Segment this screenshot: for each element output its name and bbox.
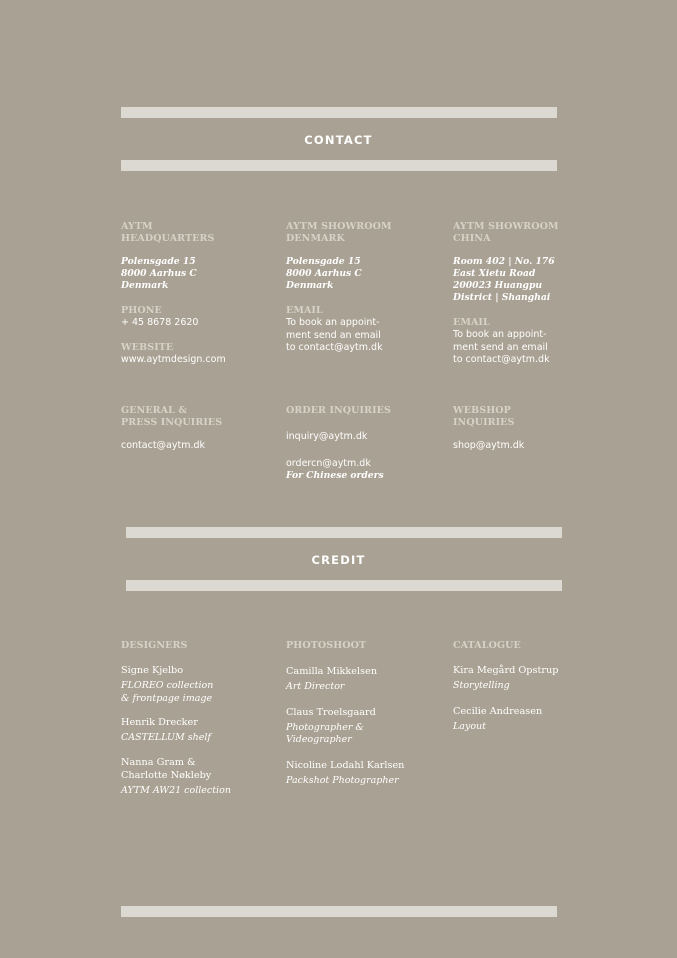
hq-phone-label: PHONE	[121, 305, 162, 316]
order-inquiries-block	[286, 405, 436, 482]
webshop-inquiries-label: WEBSHOP INQUIRIES	[453, 405, 515, 428]
hq-address: Polensgade 15 8000 Aarhus C Denmark	[121, 256, 197, 291]
hq-block	[121, 221, 271, 366]
hq-label: AYTM HEADQUARTERS	[121, 221, 215, 244]
catalogue-entry: Cecilie Andreasen Layout	[453, 705, 543, 732]
order-cn-note: For Chinese orders	[286, 470, 384, 481]
photoshoot-entry: Claus Troelsgaard Photographer & Videographer	[286, 706, 376, 745]
showroom-china-email-label: EMAIL	[453, 317, 490, 328]
showroom-denmark-address: Polensgade 15 8000 Aarhus C Denmark	[286, 256, 362, 291]
general-email-link[interactable]: contact@aytm.dk	[121, 440, 206, 451]
divider-bar-credit-top	[126, 527, 562, 538]
general-inquiries-label: GENERAL & PRESS INQUIRIES	[121, 405, 223, 428]
order-cn-email-link[interactable]: ordercn@aytm.dk	[286, 457, 371, 469]
catalogue-entry: Kira Megård Opstrup Storytelling	[453, 665, 559, 691]
showroom-denmark-email-text: To book an appoint- ment send an email to contact@aytm.dk	[286, 317, 383, 353]
photoshoot-label: PHOTOSHOOT	[286, 640, 367, 651]
showroom-denmark-block	[286, 221, 436, 355]
credit-title: CREDIT	[311, 553, 366, 567]
showroom-china-label: AYTM SHOWROOM CHINA	[453, 221, 559, 244]
designers-block	[121, 640, 271, 797]
designer-entry: Signe Kjelbo FLOREO collection & frontpage image	[121, 665, 214, 704]
showroom-denmark-label: AYTM SHOWROOM DENMARK	[286, 221, 392, 244]
divider-bar-credit-bottom	[126, 580, 562, 591]
showroom-china-block	[453, 221, 603, 367]
order-inquiries-label: ORDER INQUIRIES	[286, 405, 391, 416]
designer-entry: Nanna Gram & Charlotte Nøkleby AYTM AW21 collection	[121, 756, 231, 796]
designer-entry: Henrik Drecker CASTELLUM shelf	[121, 717, 211, 743]
photoshoot-entry: Nicoline Lodahl Karlsen Packshot Photographer	[286, 759, 405, 786]
designers-label: DESIGNERS	[121, 640, 188, 651]
hq-website-link[interactable]: www.aytmdesign.com	[121, 353, 226, 365]
divider-bar-bottom	[121, 906, 557, 917]
catalogue-label: CATALOGUE	[453, 640, 521, 651]
catalogue-block	[453, 640, 603, 733]
showroom-china-email-text: To book an appoint- ment send an email to contact@aytm.dk	[453, 329, 550, 365]
hq-website-label: WEBSITE	[121, 341, 174, 353]
order-email-link[interactable]: inquiry@aytm.dk	[286, 431, 368, 442]
hq-phone: + 45 8678 2620	[121, 317, 199, 328]
webshop-inquiries-block	[453, 405, 603, 453]
contact-title: CONTACT	[304, 133, 373, 147]
webshop-email-link[interactable]: shop@aytm.dk	[453, 440, 525, 451]
photoshoot-entry: Camilla Mikkelsen Art Director	[286, 666, 378, 692]
divider-bar-contact-bottom	[121, 160, 557, 171]
showroom-china-address: Room 402 | No. 176 East Xietu Road 200023 Huangpu District | Shanghai	[453, 256, 555, 303]
photoshoot-block	[286, 640, 436, 787]
divider-bar-contact-top	[121, 107, 557, 118]
general-inquiries-block	[121, 405, 271, 453]
showroom-denmark-email-label: EMAIL	[286, 305, 323, 316]
